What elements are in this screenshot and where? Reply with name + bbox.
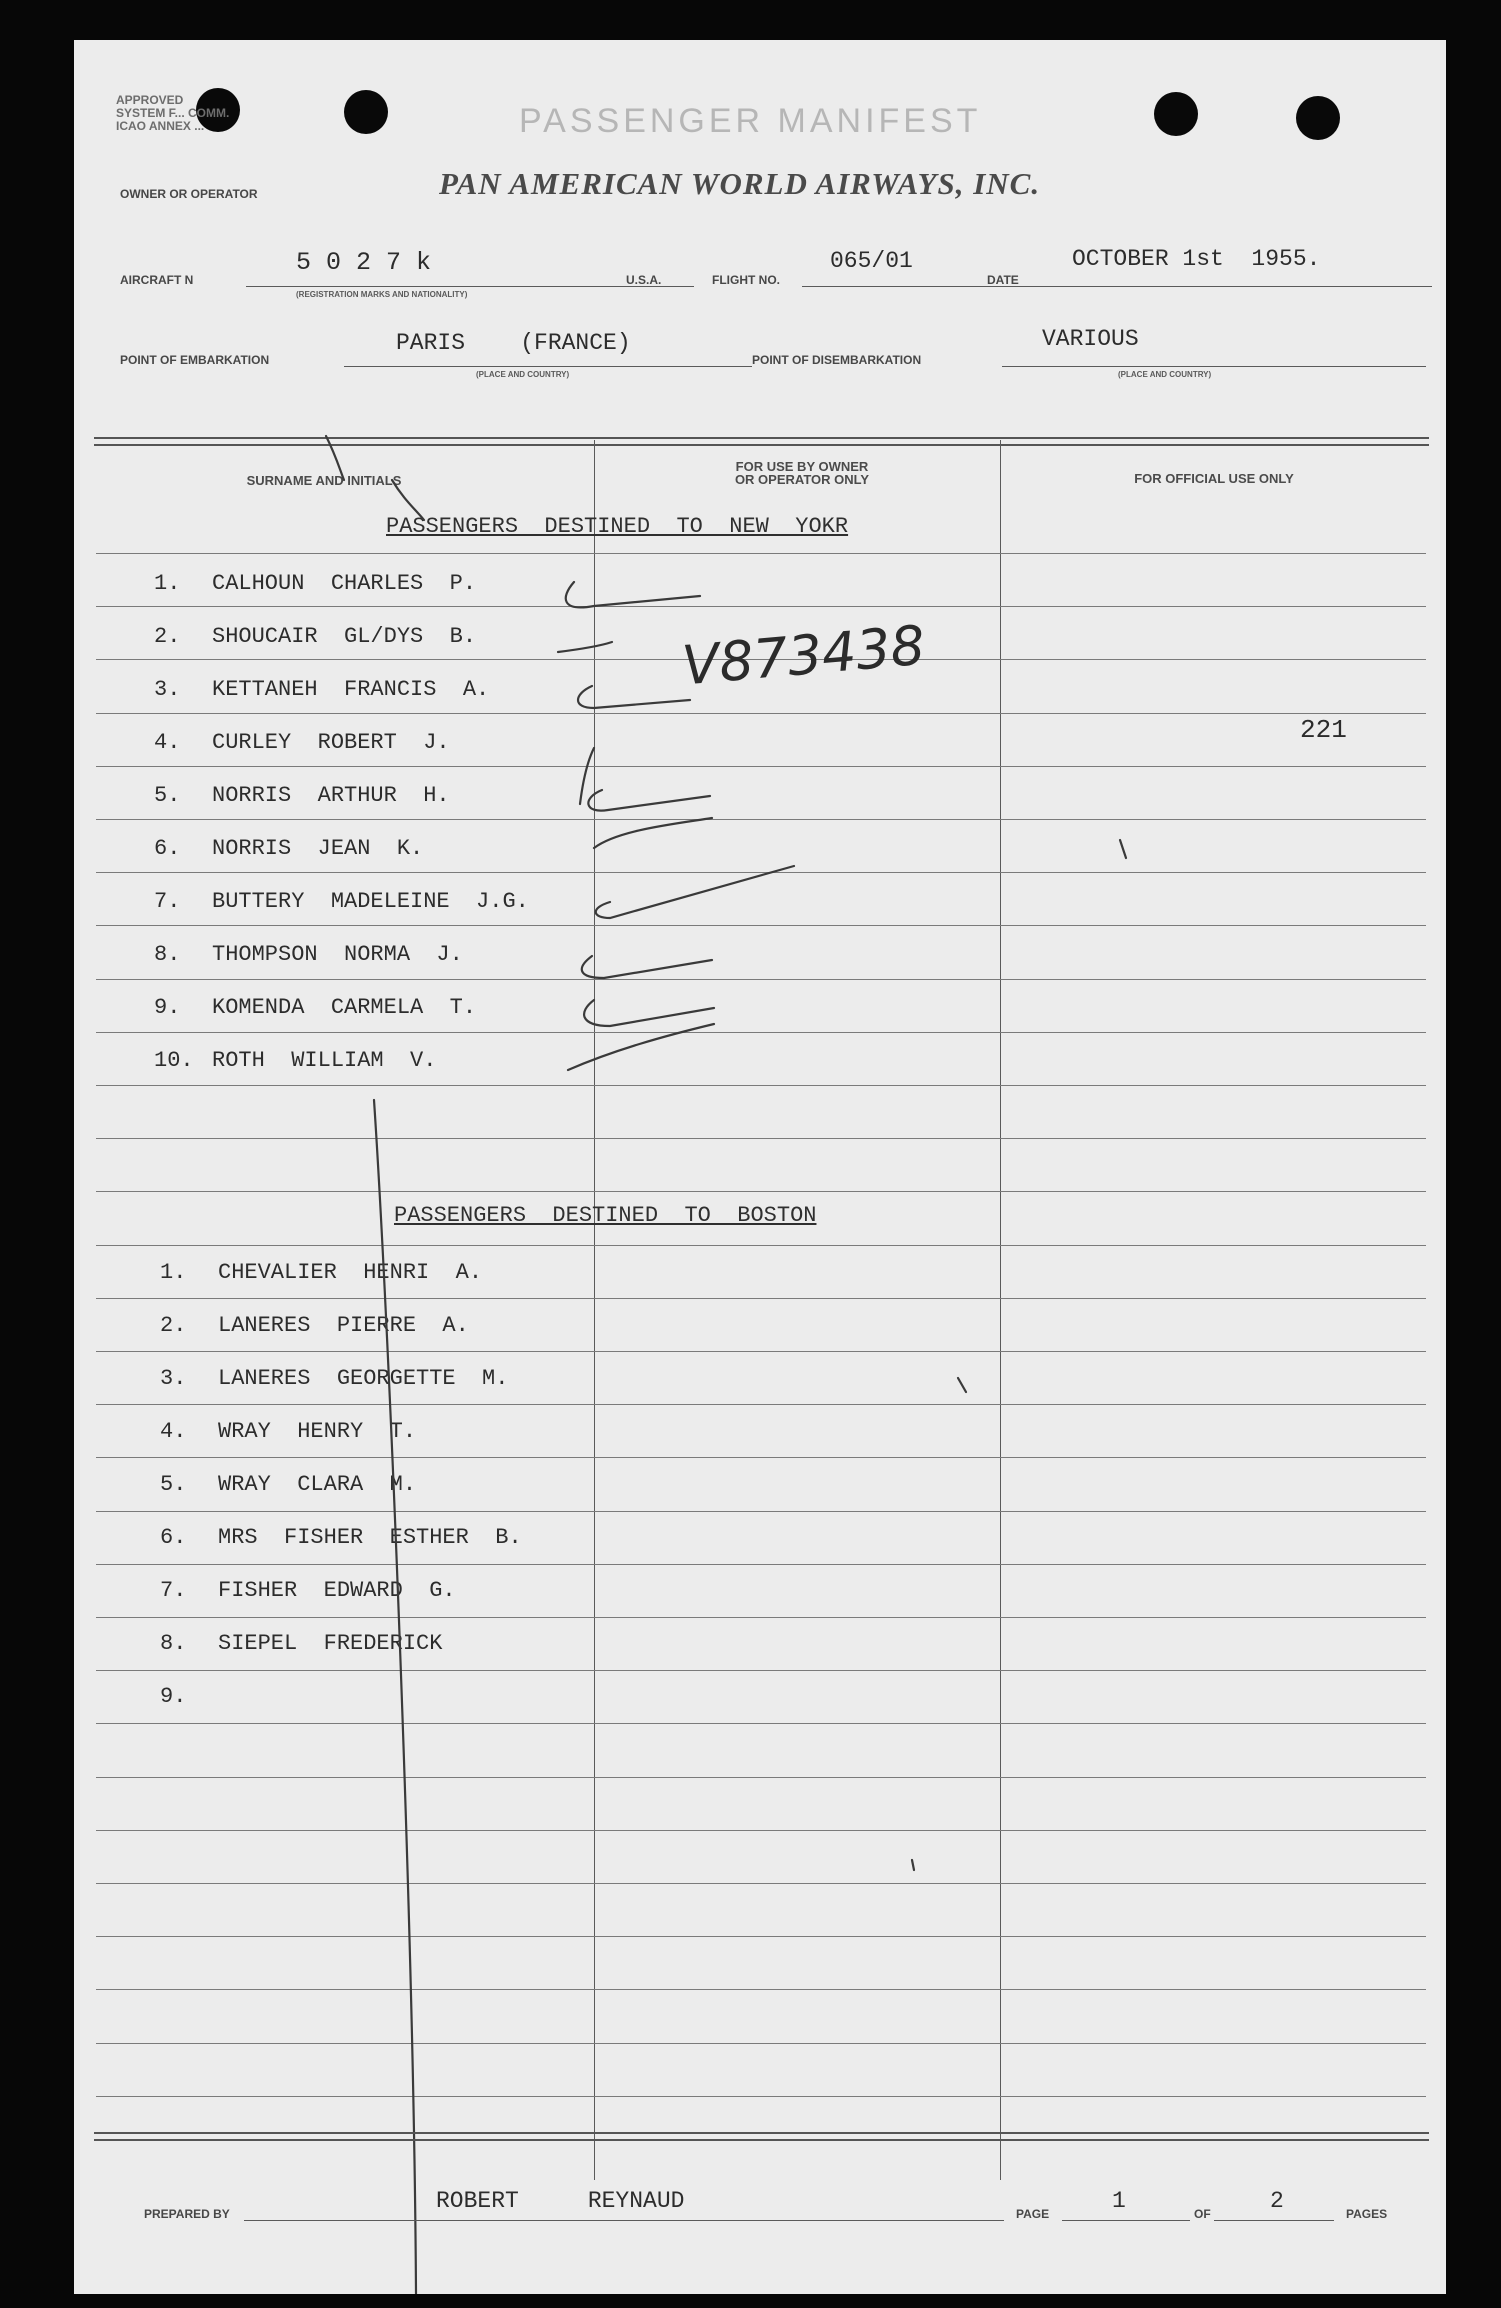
- passenger-name: NORRIS ARTHUR H.: [212, 783, 450, 808]
- flight-value: 065/01: [830, 248, 913, 274]
- passenger-number: 9.: [160, 1684, 187, 1709]
- passenger-name: WRAY HENRY T.: [218, 1419, 417, 1444]
- passenger-number: 5.: [160, 1472, 187, 1497]
- disembarkation-value: VARIOUS: [1042, 326, 1139, 352]
- passenger-number: 9.: [154, 995, 181, 1020]
- of-value: 2: [1270, 2188, 1284, 2214]
- passenger-name: WRAY CLARA M.: [218, 1472, 417, 1497]
- passenger-number: 3.: [154, 677, 181, 702]
- passenger-number: 7.: [154, 889, 181, 914]
- passenger-number: 3.: [160, 1366, 187, 1391]
- passenger-number: 5.: [154, 783, 181, 808]
- column-header-owner-use-line-1: FOR USE BY OWNER: [735, 459, 869, 474]
- passenger-number: 6.: [160, 1525, 187, 1550]
- page-label: PAGE: [1016, 2207, 1050, 2221]
- embarkation-sub: (PLACE AND COUNTRY): [476, 370, 570, 379]
- passenger-number: 1.: [160, 1260, 187, 1285]
- passenger-name: LANERES GEORGETTE M.: [218, 1366, 509, 1391]
- passenger-number: 8.: [160, 1631, 187, 1656]
- owner-value: PAN AMERICAN WORLD AIRWAYS, INC.: [439, 166, 1041, 201]
- passenger-name: THOMPSON NORMA J.: [212, 942, 463, 967]
- passenger-number: 2.: [160, 1313, 187, 1338]
- column-header-official-use: FOR OFFICIAL USE ONLY: [1134, 471, 1294, 486]
- passenger-number: 7.: [160, 1578, 187, 1603]
- passenger-number: 4.: [154, 730, 181, 755]
- passenger-name: KETTANEH FRANCIS A.: [212, 677, 490, 702]
- manifest-page: [74, 40, 1446, 2294]
- section-heading-boston: PASSENGERS DESTINED TO BOSTON: [394, 1203, 817, 1228]
- passenger-number: 10.: [154, 1048, 194, 1073]
- disembarkation-sub: (PLACE AND COUNTRY): [1118, 370, 1212, 379]
- passenger-name: MRS FISHER ESTHER B.: [218, 1525, 522, 1550]
- form-title: PASSENGER MANIFEST: [519, 102, 982, 140]
- official-note: 221: [1300, 715, 1347, 745]
- passenger-name: LANERES PIERRE A.: [218, 1313, 469, 1338]
- embarkation-value: PARIS (FRANCE): [396, 330, 631, 356]
- passenger-name: BUTTERY MADELEINE J.G.: [212, 889, 529, 914]
- prepared-by-label: PREPARED BY: [144, 2207, 230, 2221]
- approval-line-3: ICAO ANNEX ...: [116, 119, 205, 133]
- passenger-name: SHOUCAIR GL/DYS B.: [212, 624, 477, 649]
- aircraft-sub: (REGISTRATION MARKS AND NATIONALITY): [296, 290, 468, 299]
- passenger-name: NORRIS JEAN K.: [212, 836, 424, 861]
- aircraft-value: 5 0 2 7 k: [296, 248, 432, 277]
- passenger-name: FISHER EDWARD G.: [218, 1578, 456, 1603]
- column-header-owner-use-line-2: OR OPERATOR ONLY: [734, 472, 870, 487]
- approval-line-1: APPROVED: [116, 93, 184, 107]
- prepared-by-value: ROBERT REYNAUD: [436, 2188, 685, 2214]
- page-value: 1: [1112, 2188, 1126, 2214]
- usa-label: U.S.A.: [626, 273, 662, 287]
- aircraft-label: AIRCRAFT N: [120, 273, 194, 287]
- date-value: OCTOBER 1st 1955.: [1072, 246, 1321, 272]
- passenger-number: 8.: [154, 942, 181, 967]
- handwritten-ticket-number: V873438: [679, 613, 928, 698]
- owner-label: OWNER OR OPERATOR: [120, 187, 258, 201]
- table-bottom-rule: [94, 2132, 1429, 2141]
- passenger-name: CURLEY ROBERT J.: [212, 730, 450, 755]
- passenger-name: CALHOUN CHARLES P.: [212, 571, 477, 596]
- embarkation-label: POINT OF EMBARKATION: [120, 353, 270, 367]
- passenger-number: 2.: [154, 624, 181, 649]
- passenger-number: 4.: [160, 1419, 187, 1444]
- passenger-name: ROTH WILLIAM V.: [212, 1048, 437, 1073]
- passenger-name: CHEVALIER HENRI A.: [218, 1260, 483, 1285]
- disembarkation-label: POINT OF DISEMBARKATION: [752, 353, 922, 367]
- date-label: DATE: [987, 273, 1019, 287]
- approval-line-2: SYSTEM F... COMM.: [116, 106, 230, 120]
- column-header-surname: SURNAME AND INITIALS: [246, 473, 402, 488]
- passenger-name: SIEPEL FREDERICK: [218, 1631, 443, 1656]
- passenger-number: 6.: [154, 836, 181, 861]
- passenger-name: KOMENDA CARMELA T.: [212, 995, 477, 1020]
- pages-label: PAGES: [1346, 2207, 1388, 2221]
- flight-label: FLIGHT NO.: [712, 273, 780, 287]
- section-heading-new-york: PASSENGERS DESTINED TO NEW YOKR: [386, 514, 849, 539]
- passenger-number: 1.: [154, 571, 181, 596]
- of-label: OF: [1194, 2207, 1211, 2221]
- check-marks: [74, 40, 1446, 2294]
